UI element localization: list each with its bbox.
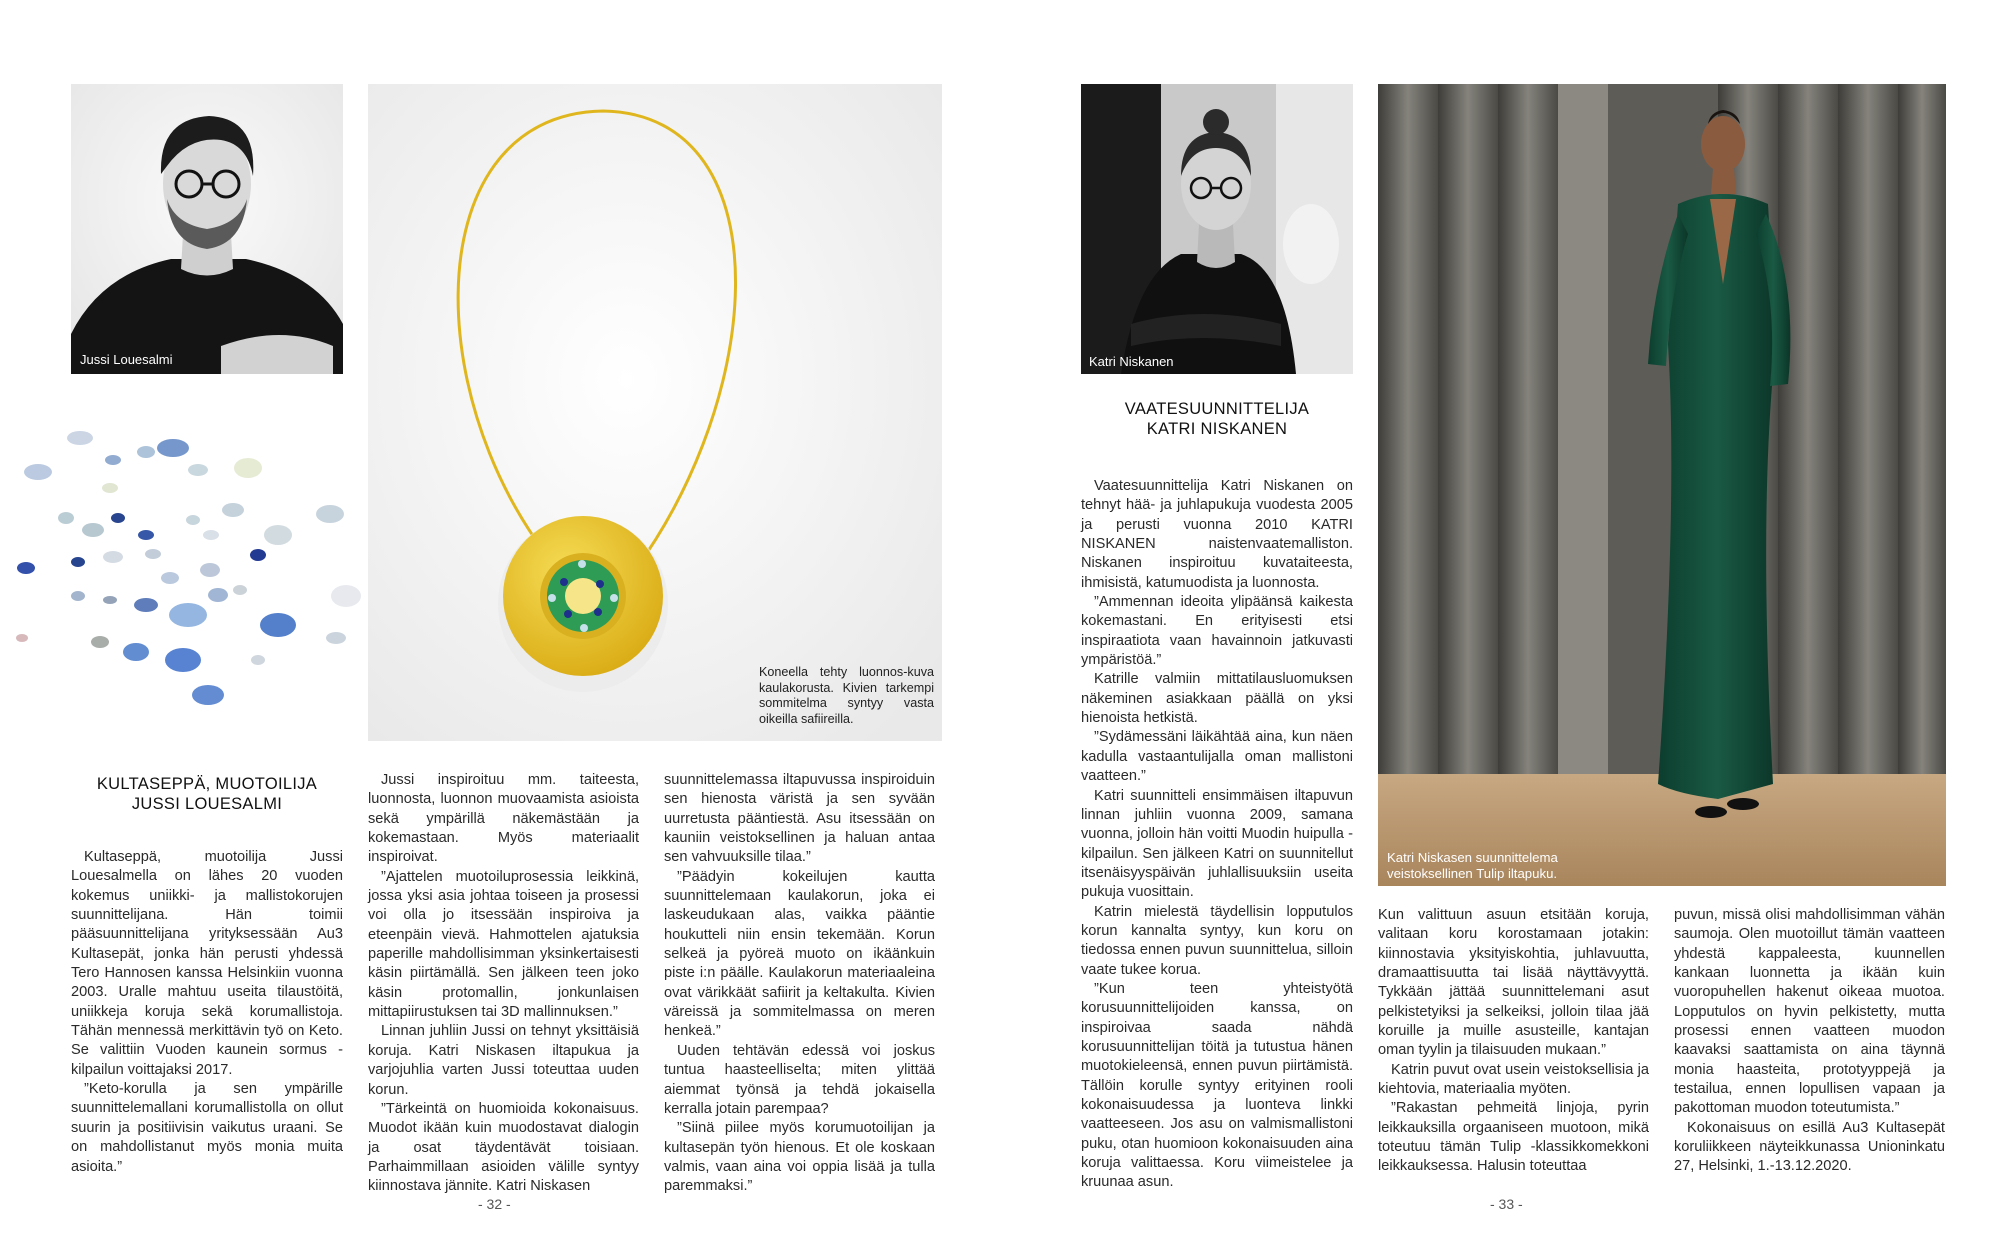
portrait-illustration [1081,84,1353,374]
paragraph: Kultaseppä, muotoilija Jussi Louesalmella on lähes 20 vuoden kokemus uniikki- ja mallistokorujen suunnittelijana. Hän toimii pääsuunnittelijana yrityksessään Au3 Kultasepät, jonka hän perusti yhdessä Tero Hannosen kanssa Helsinkiin vuonna 2003. Uralle mahtuu useita tilaustöitä, uniikkeja koruja sekä korumallistoja. Tähän mennessä merkittävin työ on Keto. Se valittiin Vuoden kaunein sormus -kilpailun voittajaksi 2017. [71,849,343,1078]
paragraph: Kun valittuun asuun etsitään koruja, valitaan koru korostamaan jotakin: kiinnostavia yksityiskohtia, juhlavuutta, dramaattisuutta tai lisää näyttävyyttä. Tykkään jättää suunnittelemani asut pelkistetyiksi ja selkeiksi, jolloin tilaa jää koruille ja muille asusteille, kantajan oman tyylin ja tilaisuuden mukaan.” [1378,907,1649,1059]
gems-illustration [8,420,365,710]
paragraph: suunnittelemassa iltapuvussa inspiroiduin sen hienosta väristä ja sen syvään uurretusta pääntiestä. Asu itsessään on kauniin veistoksellinen ja haluan antaa sen vahvuuksille tilaa.” [664,772,935,866]
paragraph: ”Ammennan ideoita ylipäänsä kaikesta kokemastani. En erityisesti etsi inspiraatiota vaan havainnoin jatkuvasti ympäristöä.” [1081,594,1353,669]
paragraph: ”Tärkeintä on huomioida kokonaisuus. Muodot ikään kuin muodostavat dialogin ja osat täydentävät toisiaan. Parhaimmillaan asioiden välille syntyy kiinnostava jännite. Katri Niskasen [368,1100,639,1195]
dress-illustration [1378,84,1946,886]
necklace-caption: Koneella tehty luonnos-kuva kaulakorusta. Kivien tarkempi sommitelma syntyy vasta oikeilla safiireilla. [759,665,934,726]
paragraph: Katrin mielestä täydellisin lopputulos korun kannalta syntyy, kun koru on tiedossa ennen puvun suunnittelua, silloin vaate tukee korua. [1081,903,1353,978]
paragraph: Jussi inspiroituu mm. taiteesta, luonnosta, luonnon muovaamista asioista sekä ympärillä näkemästään ja kokemastaan. Myös materiaalit inspiroivat. [368,772,639,866]
left-heading-line2: JUSSI LOUESALMI [131,795,283,813]
paragraph: Vaatesuunnittelija Katri Niskanen on tehnyt hää- ja juhlapukuja vuodesta 2005 ja perusti vuonna 2010 KATRI NISKANEN naistenvaatemalliston. Niskanen inspiroituu kuvataiteesta, ihmisistä, katumuodista ja luonnosta. [1081,478,1353,591]
dress-photo [1378,84,1946,886]
paragraph: Kokonaisuus on esillä Au3 Kultasepät koruliikkeen näyteikkunassa Unioninkatu 27, Helsinki, 1.-13.12.2020. [1674,1119,1945,1175]
right-column-1 [1081,477,1353,1193]
paragraph: Katri suunnitteli ensimmäisen iltapuvun linnan juhliin vuonna 2009, samana vuonna, jolloin hän voitti Muodin huipulla -kilpailun. Sen jälkeen Katri on suunnitellut itsenäisyyspäivän juhlallisuuksiin useita pukuja vuosittain. [1081,787,1353,901]
portrait-caption-katri: Katri Niskanen [1089,354,1174,369]
right-heading [1081,399,1353,439]
dress-caption-line1: Katri Niskasen suunnittelema [1387,850,1558,865]
paragraph: ”Sydämessäni läikähtää aina, kun näen kadulla vastaantulijalla oman mallistoni vaatteen.” [1081,729,1353,785]
necklace-illustration [368,84,942,741]
paragraph: Katrille valmiin mittatilausluomuksen näkeminen asiakkaan päällä on yksi hienoista hetkistä. [1081,671,1353,727]
paragraph: ”Keto-korulla ja sen ympärille suunnittelemallani korumallistolla on ollut suurin ja positiivisin vaikutus uraani. Se on mahdollistanut myös monia muita asioita.” [71,1081,343,1175]
right-heading-line2: KATRI NISKANEN [1146,420,1288,438]
portrait-photo-katri [1081,84,1353,374]
portrait-illustration [71,84,343,374]
left-heading [71,774,343,814]
paragraph: Uuden tehtävän edessä voi joskus tuntua haasteelliselta; miten ylittää aiemmat työnsä ja tehdä jokaisella kerralla jotain parempaa? [664,1042,935,1117]
page-number-left: - 32 - [478,1196,511,1212]
paragraph: ”Rakastan pehmeitä linjoja, pyrin leikkauksilla orgaaniseen muotoon, mikä toteutuu tämän Tulip -klassikkomekkoni leikkauksessa. Halusin toteuttaa [1378,1100,1649,1175]
paragraph: ”Ajattelen muotoiluprosessia leikkinä, jossa yksi asia johtaa toiseen ja prosessi voi olla jo itsessään inspiroiva ja eteenpäin vievä. Hahmottelen ajatuksia paperille mahdollisimman yksinkertaisesti käsin piirtämällä. Sen jälkeen teen joko käsin protomallin, jonkunlaisen mittapiirustuksen tai 3D mallinnuksen.” [368,868,639,1021]
necklace-render-photo [368,84,942,741]
page-number-right: - 33 - [1490,1196,1523,1212]
paragraph: Katrin puvut ovat usein veistoksellisia ja kiehtovia, materiaalia myöten. [1378,1061,1649,1098]
right-heading-line1: VAATESUUNNITTELIJA [1124,400,1310,418]
portrait-photo-jussi [71,84,343,374]
dress-caption [1387,850,1558,881]
paragraph: ”Siinä piilee myös korumuotoilijan ja kultasepän työn hienous. Et ole koskaan valmis, vaan aina voi oppia lisää ja tulla paremmaksi.” [664,1120,935,1195]
paragraph: puvun, missä olisi mahdollisimman vähän saumoja. Olen muotoillut tämän vaatteen yhdestä kappaleesta, kuunnellen kankaan luonnetta ja ikään kuin vuoropuhellen hakenut oikeaa muotoa. Lopputulos on hyvin pelkistetty, mutta prosessi ennen vaatteen muodon kaavaksi saattamista on aina täynnä monia haasteita, prototyyppejä ja testailua, ennen lopullisen vapaan ja pakottoman muodon toteutumista.” [1674,907,1945,1117]
paragraph: ”Päädyin kokeilujen kautta suunnittelemaan kaulakorun, joka ei laskeudukaan alas, vaikka pääntie houkutteli niin ensin tekemään. Korun selkeä ja pyöreä muoto on ikäänkuin piste i:n päälle. Kaulakorun materiaaleina ovat värikkäät safiirit ja keltakulta. Kivien väreissä ja sommitelmassa on meren henkeä.” [664,868,935,1040]
left-heading-line1: KULTASEPPÄ, MUOTOILIJA [96,775,318,793]
right-column-2 [1378,906,1649,1177]
left-column-2 [368,771,639,1197]
left-column-1 [71,848,343,1177]
dress-caption-line2: veistoksellinen Tulip iltapuku. [1387,865,1558,881]
paragraph: ”Kun teen yhteistyötä korusuunnittelijoiden kanssa, on inspiroivaa saada nähdä korusuunnittelijan töitä ja tutustua hänen muotokieleensä, ennen puvun piirtämistä. Tällöin korulle syntyy erityinen rooli kokonaisuudessa ja luonteva linkki vaatteeseen. Jos asu on valmismallistoni puku, otan huomioon kokonaisuuden aina koruja valittaessa. Koru viimeistelee ja kruunaa asun. [1081,980,1353,1191]
sapphire-gems-photo [8,420,365,710]
paragraph: Linnan juhliin Jussi on tehnyt yksittäisiä koruja. Katri Niskasen iltapukua ja varjojuhlia varten Jussi toteuttaa uuden korun. [368,1023,639,1098]
portrait-caption-jussi: Jussi Louesalmi [80,352,173,367]
left-column-3 [664,771,935,1197]
right-column-3 [1674,906,1945,1177]
